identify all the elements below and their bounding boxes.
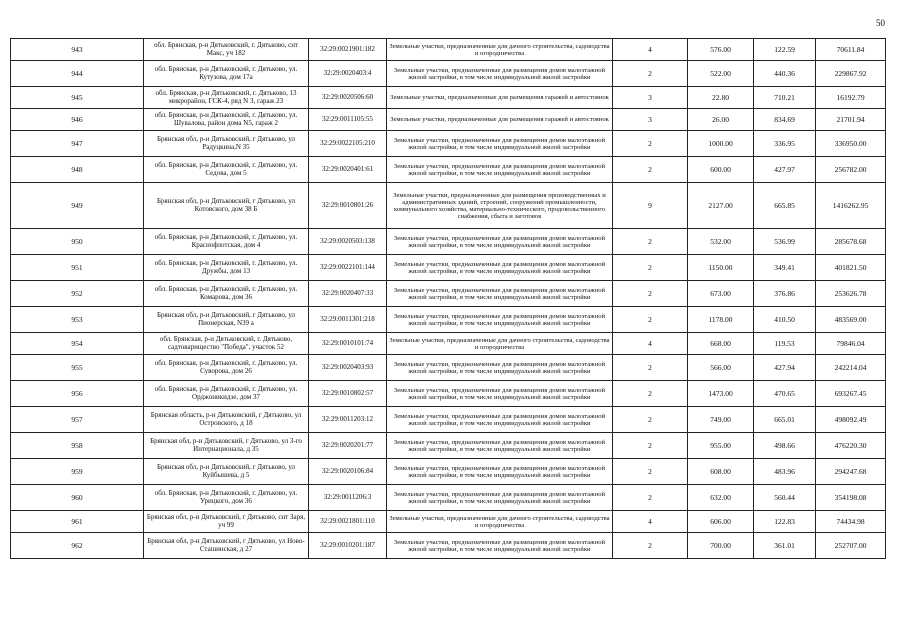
cadastral-number-cell: 32:29:0021801:110 — [309, 511, 387, 533]
row-number-cell: 960 — [11, 485, 144, 511]
group-cell: 9 — [613, 183, 688, 229]
address-cell: обл. Брянская, р-н Дятьковский, г. Дятьково, ул. Краснофлотская, дом 4 — [144, 229, 309, 255]
area-cell: 700.00 — [688, 533, 754, 559]
table-row — [11, 229, 886, 255]
cadastral-number-cell: 32:29:0010101:74 — [309, 333, 387, 355]
row-number-cell: 956 — [11, 381, 144, 407]
cadastral-value-cell: 483569.00 — [816, 307, 886, 333]
specific-value-cell: 122.83 — [754, 511, 816, 533]
cadastral-value-cell: 79846.04 — [816, 333, 886, 355]
land-use-cell: Земельные участки, предназначенные для дачного строительства, садоводства и огородничества — [387, 333, 613, 355]
table-row — [11, 533, 886, 559]
address-cell: обл. Брянская, р-н Дятьковский, г. Дятьково, снт Макс, уч 182 — [144, 39, 309, 61]
cadastral-value-cell: 16192.79 — [816, 87, 886, 109]
group-cell: 4 — [613, 39, 688, 61]
land-use-cell: Земельные участки, предназначенные для размещения производственных и административных зданий, строений, сооружений промышленности, коммунального хозяйства, материально-технического, продовольственного снабжения, сбыта и заготовок — [387, 183, 613, 229]
cadastral-value-cell: 354198.08 — [816, 485, 886, 511]
address-cell: обл. Брянская, р-н Дятьковский, г. Дятьково, ул. Урицкого, дом 36 — [144, 485, 309, 511]
address-cell: обл. Брянская, р-н Дятьковский, г. Дятьково, ул. Дружбы, дом 13 — [144, 255, 309, 281]
land-use-cell: Земельные участки, предназначенные для размещения домов малоэтажной жилой застройки, в том числе индивидуальной жилой застройки — [387, 61, 613, 87]
address-cell: Брянская обл, р-н Дятьковский, г Дятьково, ул Пионерская, N39 а — [144, 307, 309, 333]
address-cell: Брянская обл, р-н Дятьковский, г Дятьково, ул Котовского, дом 38 Б — [144, 183, 309, 229]
area-cell: 955.00 — [688, 433, 754, 459]
group-cell: 2 — [613, 281, 688, 307]
table-row — [11, 511, 886, 533]
group-cell: 2 — [613, 355, 688, 381]
land-use-cell: Земельные участки, предназначенные для размещения домов малоэтажной жилой застройки, в том числе индивидуальной жилой застройки — [387, 131, 613, 157]
address-cell: обл. Брянская, р-н Дятьковский, г. Дятьково, 13 микрорайон, ГСК-4, ряд N 3, гараж 23 — [144, 87, 309, 109]
land-use-cell: Земельные участки, предназначенные для дачного строительства, садоводства и огородничества — [387, 39, 613, 61]
row-number-cell: 943 — [11, 39, 144, 61]
specific-value-cell: 427.94 — [754, 355, 816, 381]
land-use-cell: Земельные участки, предназначенные для размещения домов малоэтажной жилой застройки, в том числе индивидуальной жилой застройки — [387, 433, 613, 459]
table-row — [11, 407, 886, 433]
page-number: 50 — [876, 18, 885, 28]
address-cell: обл. Брянская, р-н Дятьковский, г. Дятьково, ул. Комарова, дом 36 — [144, 281, 309, 307]
specific-value-cell: 119.53 — [754, 333, 816, 355]
group-cell: 2 — [613, 157, 688, 183]
group-cell: 2 — [613, 381, 688, 407]
cadastral-number-cell: 32:29:0010802:57 — [309, 381, 387, 407]
table-row — [11, 333, 886, 355]
table-row — [11, 433, 886, 459]
table-row — [11, 255, 886, 281]
land-use-cell: Земельные участки, предназначенные для размещения домов малоэтажной жилой застройки, в том числе индивидуальной жилой застройки — [387, 281, 613, 307]
specific-value-cell: 376.86 — [754, 281, 816, 307]
table-row — [11, 183, 886, 229]
specific-value-cell: 122.59 — [754, 39, 816, 61]
cadastral-value-cell: 74434.98 — [816, 511, 886, 533]
cadastral-value-cell: 252707.00 — [816, 533, 886, 559]
table-row — [11, 157, 886, 183]
area-cell: 566.00 — [688, 355, 754, 381]
land-plots-table — [10, 38, 886, 559]
area-cell: 22.80 — [688, 87, 754, 109]
cadastral-value-cell: 256782.00 — [816, 157, 886, 183]
specific-value-cell: 427.97 — [754, 157, 816, 183]
land-use-cell: Земельные участки, предназначенные для размещения домов малоэтажной жилой застройки, в том числе индивидуальной жилой застройки — [387, 229, 613, 255]
specific-value-cell: 665.01 — [754, 407, 816, 433]
table-row — [11, 355, 886, 381]
table-row — [11, 485, 886, 511]
specific-value-cell: 470.65 — [754, 381, 816, 407]
group-cell: 2 — [613, 61, 688, 87]
specific-value-cell: 440.36 — [754, 61, 816, 87]
group-cell: 2 — [613, 407, 688, 433]
cadastral-number-cell: 32:29:0020106:84 — [309, 459, 387, 485]
area-cell: 608.00 — [688, 459, 754, 485]
row-number-cell: 962 — [11, 533, 144, 559]
table-row — [11, 131, 886, 157]
specific-value-cell: 410.50 — [754, 307, 816, 333]
area-cell: 532.00 — [688, 229, 754, 255]
area-cell: 522.00 — [688, 61, 754, 87]
land-use-cell: Земельные участки, предназначенные для размещения домов малоэтажной жилой застройки, в том числе индивидуальной жилой застройки — [387, 157, 613, 183]
area-cell: 749.00 — [688, 407, 754, 433]
cadastral-value-cell: 242214.04 — [816, 355, 886, 381]
land-use-cell: Земельные участки, предназначенные для размещения домов малоэтажной жилой застройки, в том числе индивидуальной жилой застройки — [387, 459, 613, 485]
row-number-cell: 947 — [11, 131, 144, 157]
row-number-cell: 954 — [11, 333, 144, 355]
table-row — [11, 109, 886, 131]
area-cell: 26.00 — [688, 109, 754, 131]
cadastral-number-cell: 32:29:0011203:12 — [309, 407, 387, 433]
cadastral-number-cell: 32:29:0020506:60 — [309, 87, 387, 109]
cadastral-number-cell: 32:29:0020403:4 — [309, 61, 387, 87]
address-cell: обл. Брянская, р-н Дятьковский, г. Дятьково, ул. Шувалова, район дома N5, гараж 2 — [144, 109, 309, 131]
cadastral-number-cell: 32:29:0020407:33 — [309, 281, 387, 307]
address-cell: обл. Брянская, р-н Дятьковский, г. Дятьково, ул. Орджоникидзе, дом 37 — [144, 381, 309, 407]
area-cell: 1178.00 — [688, 307, 754, 333]
table-row — [11, 459, 886, 485]
cadastral-value-cell: 1416262.95 — [816, 183, 886, 229]
row-number-cell: 946 — [11, 109, 144, 131]
specific-value-cell: 361.01 — [754, 533, 816, 559]
group-cell: 2 — [613, 229, 688, 255]
area-cell: 606.00 — [688, 511, 754, 533]
area-cell: 668.00 — [688, 333, 754, 355]
specific-value-cell: 665.85 — [754, 183, 816, 229]
group-cell: 2 — [613, 459, 688, 485]
group-cell: 3 — [613, 87, 688, 109]
land-use-cell: Земельные участки, предназначенные для размещения домов малоэтажной жилой застройки, в том числе индивидуальной жилой застройки — [387, 485, 613, 511]
address-cell: обл. Брянская, р-н Дятьковский, г. Дятьково, ул. Кутузова, дом 17а — [144, 61, 309, 87]
specific-value-cell: 560.44 — [754, 485, 816, 511]
specific-value-cell: 834.69 — [754, 109, 816, 131]
table-row — [11, 61, 886, 87]
address-cell: Брянская область, р-н Дятьковский, г Дятьково, ул Островского, д 18 — [144, 407, 309, 433]
row-number-cell: 955 — [11, 355, 144, 381]
cadastral-number-cell: 32:29:0011105:55 — [309, 109, 387, 131]
area-cell: 2127.00 — [688, 183, 754, 229]
group-cell: 2 — [613, 131, 688, 157]
cadastral-value-cell: 336950.00 — [816, 131, 886, 157]
group-cell: 4 — [613, 511, 688, 533]
area-cell: 673.00 — [688, 281, 754, 307]
cadastral-number-cell: 32:29:0020403:93 — [309, 355, 387, 381]
specific-value-cell: 349.41 — [754, 255, 816, 281]
group-cell: 2 — [613, 255, 688, 281]
land-use-cell: Земельные участки, предназначенные для размещения домов малоэтажной жилой застройки, в том числе индивидуальной жилой застройки — [387, 381, 613, 407]
table-row — [11, 381, 886, 407]
cadastral-number-cell: 32:29:0011301:218 — [309, 307, 387, 333]
address-cell: Брянская обл, р-н Дятьковский, г Дятьково, ул Куйбышева, д 5 — [144, 459, 309, 485]
row-number-cell: 952 — [11, 281, 144, 307]
row-number-cell: 944 — [11, 61, 144, 87]
address-cell: Брянская обл, р-н Дятьковский, г Дятьково, ул 3-го Интернационала, д 35 — [144, 433, 309, 459]
address-cell: Брянская обл, р-н Дятьковский, г Дятьково, ул Радуцкина,N 35 — [144, 131, 309, 157]
cadastral-value-cell: 21701.94 — [816, 109, 886, 131]
cadastral-value-cell: 70611.84 — [816, 39, 886, 61]
cadastral-value-cell: 253626.78 — [816, 281, 886, 307]
area-cell: 1473.00 — [688, 381, 754, 407]
address-cell: Брянская обл, р-н Дятьковский, г Дятьково, ул Ново-Сташинская, д 27 — [144, 533, 309, 559]
cadastral-number-cell: 32:29:0020503:138 — [309, 229, 387, 255]
row-number-cell: 950 — [11, 229, 144, 255]
table-row — [11, 281, 886, 307]
group-cell: 3 — [613, 109, 688, 131]
row-number-cell: 945 — [11, 87, 144, 109]
row-number-cell: 949 — [11, 183, 144, 229]
address-cell: обл. Брянская, р-н Дятьковский, г. Дятьково, ул. Седова, дом 5 — [144, 157, 309, 183]
cadastral-number-cell: 32:29:0010801:26 — [309, 183, 387, 229]
cadastral-number-cell: 32:29:0020401:61 — [309, 157, 387, 183]
cadastral-number-cell: 32:29:0020201:77 — [309, 433, 387, 459]
cadastral-value-cell: 401821.50 — [816, 255, 886, 281]
specific-value-cell: 536.99 — [754, 229, 816, 255]
land-use-cell: Земельные участки, предназначенные для размещения домов малоэтажной жилой застройки, в том числе индивидуальной жилой застройки — [387, 255, 613, 281]
table-row — [11, 39, 886, 61]
area-cell: 1150.00 — [688, 255, 754, 281]
group-cell: 4 — [613, 333, 688, 355]
area-cell: 576.00 — [688, 39, 754, 61]
cadastral-value-cell: 476220.30 — [816, 433, 886, 459]
specific-value-cell: 336.95 — [754, 131, 816, 157]
group-cell: 2 — [613, 533, 688, 559]
cadastral-number-cell: 32:29:0022101:144 — [309, 255, 387, 281]
table-row — [11, 307, 886, 333]
specific-value-cell: 498.66 — [754, 433, 816, 459]
row-number-cell: 958 — [11, 433, 144, 459]
cadastral-number-cell: 32:29:0011206:3 — [309, 485, 387, 511]
row-number-cell: 951 — [11, 255, 144, 281]
land-use-cell: Земельные участки, предназначенные для размещения домов малоэтажной жилой застройки, в том числе индивидуальной жилой застройки — [387, 355, 613, 381]
table-row — [11, 87, 886, 109]
cadastral-number-cell: 32:29:0010201:187 — [309, 533, 387, 559]
row-number-cell: 961 — [11, 511, 144, 533]
row-number-cell: 959 — [11, 459, 144, 485]
group-cell: 2 — [613, 433, 688, 459]
cadastral-value-cell: 294247.68 — [816, 459, 886, 485]
area-cell: 600.00 — [688, 157, 754, 183]
cadastral-number-cell: 32:29:0022105:210 — [309, 131, 387, 157]
cadastral-value-cell: 229867.92 — [816, 61, 886, 87]
address-cell: обл. Брянская, р-н Дятьковский, г. Дятьково, садтоварищество "Победа", участок 52 — [144, 333, 309, 355]
land-use-cell: Земельные участки, предназначенные для размещения домов малоэтажной жилой застройки, в том числе индивидуальной жилой застройки — [387, 407, 613, 433]
group-cell: 2 — [613, 307, 688, 333]
land-use-cell: Земельные участки, предназначенные для размещения домов малоэтажной жилой застройки, в том числе индивидуальной жилой застройки — [387, 533, 613, 559]
cadastral-value-cell: 498092.49 — [816, 407, 886, 433]
land-use-cell: Земельные участки, предназначенные для размещения домов малоэтажной жилой застройки, в том числе индивидуальной жилой застройки — [387, 307, 613, 333]
cadastral-value-cell: 285678.68 — [816, 229, 886, 255]
row-number-cell: 957 — [11, 407, 144, 433]
cadastral-number-cell: 32:29:0021901:182 — [309, 39, 387, 61]
row-number-cell: 953 — [11, 307, 144, 333]
land-use-cell: Земельные участки, предназначенные для дачного строительства, садоводства и огородничества — [387, 511, 613, 533]
group-cell: 2 — [613, 485, 688, 511]
address-cell: обл. Брянская, р-н Дятьковский, г. Дятьково, ул. Суворова, дом 26 — [144, 355, 309, 381]
area-cell: 632.00 — [688, 485, 754, 511]
row-number-cell: 948 — [11, 157, 144, 183]
address-cell: Брянская обл, р-н Дятьковский, г Дятьково, снт Заря, уч 99 — [144, 511, 309, 533]
land-use-cell: Земельные участки, предназначенные для размещения гаражей и автостоянок — [387, 109, 613, 131]
specific-value-cell: 710.21 — [754, 87, 816, 109]
cadastral-value-cell: 693267.45 — [816, 381, 886, 407]
area-cell: 1000.00 — [688, 131, 754, 157]
specific-value-cell: 483.96 — [754, 459, 816, 485]
land-use-cell: Земельные участки, предназначенные для размещения гаражей и автостоянок — [387, 87, 613, 109]
